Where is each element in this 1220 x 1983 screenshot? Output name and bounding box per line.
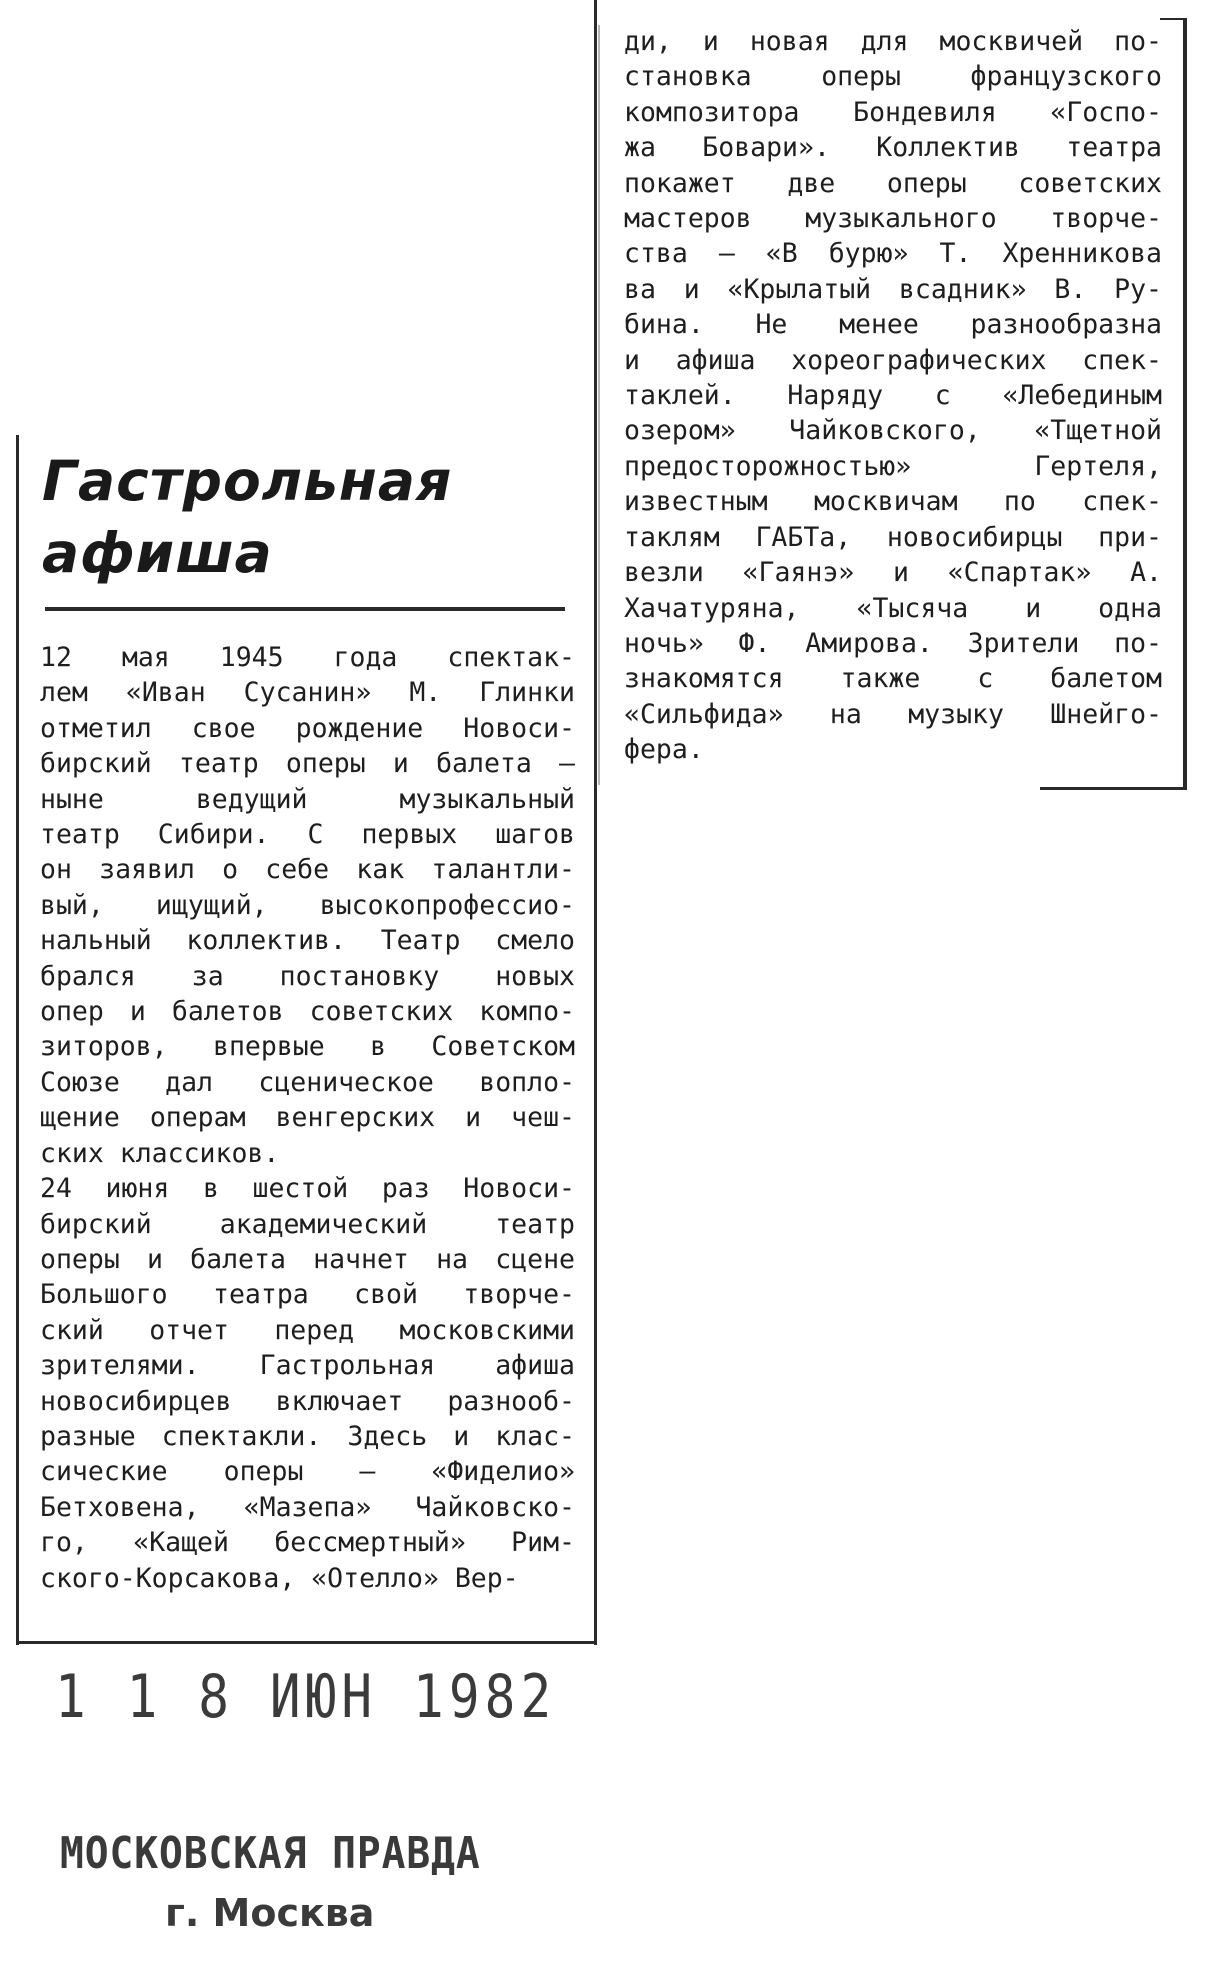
- text-line: «Сильфида» на музыку Шнейго-: [624, 698, 1162, 730]
- text-line: Большого театра свой творче-: [40, 1279, 575, 1311]
- right-border-rule: [1183, 20, 1187, 790]
- text-line: вый, ищущий, высокопрофессио-: [40, 889, 575, 921]
- text-line: 12 мая 1945 года спектак-: [40, 642, 575, 673]
- text-line: он заявил о себе как талантли-: [40, 854, 575, 886]
- text-line: ского-Корсакова, «Отелло» Вер-: [40, 1562, 519, 1594]
- text-line: бина. Не менее разнообразна: [624, 309, 1162, 341]
- bottom-border-rule: [16, 1641, 596, 1644]
- text-line: ди, и новая для москвичей по-: [624, 26, 1162, 57]
- text-line: знакомятся также с балетом: [624, 663, 1162, 695]
- text-line: Хачатуряна, «Тысяча и одна: [624, 592, 1162, 624]
- text-line: ва и «Крылатый всадник» В. Ру-: [624, 273, 1162, 305]
- text-line: ства — «В бурю» Т. Хренникова: [624, 238, 1162, 270]
- text-line: ских классиков.: [40, 1137, 280, 1169]
- text-line: опер и балетов советских компо-: [40, 996, 575, 1028]
- text-line: ночь» Ф. Амирова. Зрители по-: [624, 627, 1162, 659]
- text-line: таклям ГАБТа, новосибирцы при-: [624, 521, 1162, 553]
- article-left-column: [40, 640, 575, 1596]
- text-line: зиторов, впервые в Советском: [40, 1031, 575, 1063]
- text-line: нальный коллектив. Театр смело: [40, 925, 575, 957]
- newspaper-name-stamp: МОСКОВСКАЯ ПРАВДА: [60, 1828, 481, 1879]
- text-line: ский отчет перед московскими: [40, 1314, 575, 1346]
- text-line: покажет две оперы советских: [624, 167, 1162, 199]
- text-line: 24 июня в шестой раз Новоси-: [40, 1173, 575, 1205]
- text-line: становка оперы французского: [624, 61, 1162, 93]
- headline-underline-rule: [45, 607, 565, 611]
- text-line: озером» Чайковского, «Тщетной: [624, 415, 1162, 447]
- text-line: предосторожностью» Гертеля,: [624, 450, 1162, 482]
- text-line: бирский театр оперы и балета —: [40, 748, 575, 780]
- text-line: го, «Кащей бессмертный» Рим-: [40, 1527, 575, 1559]
- headline-line-2: афиша: [42, 521, 273, 585]
- text-line: жа Бовари». Коллектив театра: [624, 132, 1162, 164]
- text-line: известным москвичам по спек-: [624, 486, 1162, 518]
- text-line: театр Сибири. С первых шагов: [40, 819, 575, 851]
- text-line: щение операм венгерских и чеш-: [40, 1102, 575, 1134]
- text-line: везли «Гаянэ» и «Спартак» А.: [624, 557, 1162, 589]
- right-column-faint-rule: [598, 25, 600, 785]
- right-bottom-rule: [1040, 787, 1187, 790]
- text-line: ныне ведущий музыкальный: [40, 783, 575, 815]
- text-line: оперы и балета начнет на сцене: [40, 1243, 575, 1275]
- text-line: сические оперы — «Фиделио»: [40, 1456, 575, 1488]
- text-line: новосибирцев включает разнооб-: [40, 1385, 575, 1417]
- text-line: таклей. Наряду с «Лебединым: [624, 380, 1162, 412]
- left-border-rule: [16, 435, 19, 1645]
- text-line: лем «Иван Сусанин» М. Глинки: [40, 677, 575, 709]
- column-divider-rule: [594, 0, 597, 1645]
- headline-line-1: Гастрольная: [42, 449, 453, 513]
- city-stamp: г. Москва: [165, 1891, 375, 1935]
- article-headline: [42, 445, 562, 589]
- text-line: композитора Бондевиля «Госпо-: [624, 96, 1162, 128]
- article-right-column: [624, 24, 1162, 768]
- text-line: и афиша хореографических спек-: [624, 344, 1162, 376]
- date-stamp: 1 1 8 ИЮН 1982: [55, 1662, 557, 1732]
- top-right-rule: [1160, 18, 1187, 20]
- text-line: зрителями. Гастрольная афиша: [40, 1350, 575, 1382]
- text-line: разные спектакли. Здесь и клас-: [40, 1420, 575, 1452]
- text-line: Союзе дал сценическое вопло-: [40, 1066, 575, 1098]
- text-line: бирский академический театр: [40, 1208, 575, 1240]
- text-line: отметил свое рождение Новоси-: [40, 712, 575, 744]
- text-line: Бетховена, «Мазепа» Чайковско-: [40, 1491, 575, 1523]
- text-line: мастеров музыкального творче-: [624, 203, 1162, 235]
- text-line: брался за постановку новых: [40, 960, 575, 992]
- text-line: фера.: [624, 734, 704, 766]
